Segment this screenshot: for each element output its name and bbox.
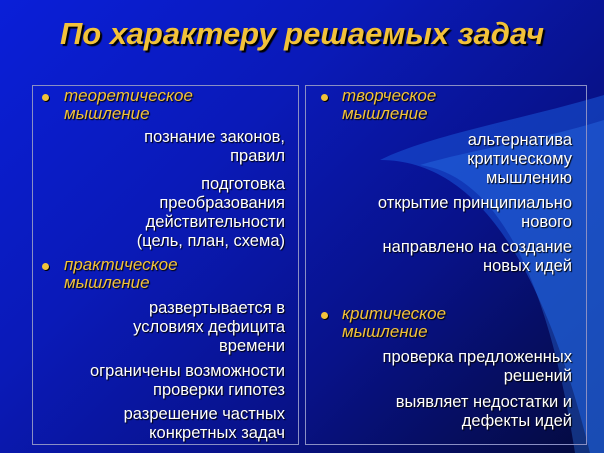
list-item: ограничены возможности проверки гипотез: [89, 362, 285, 399]
list-item: подготовка преобразования действительности (цель, план, схема): [136, 175, 285, 250]
bullet-icon: [42, 94, 49, 101]
list-item: альтернатива критическому мышлению: [467, 131, 572, 187]
list-item: открытие принципиально нового: [377, 194, 572, 231]
section-heading-critical: критическое мышление: [342, 304, 447, 341]
section-heading-theoretical: теоретическое мышление: [64, 86, 193, 123]
list-item: развертывается в условиях дефицита времени: [133, 299, 285, 355]
list-item: выявляет недостатки и дефекты идей: [395, 393, 572, 430]
section-heading-practical: практическое мышление: [64, 255, 178, 292]
list-item: разрешение частных конкретных задач: [123, 405, 285, 442]
bullet-icon: [321, 94, 328, 101]
slide-title: По характеру решаемых задач: [59, 16, 545, 51]
bullet-icon: [42, 263, 49, 270]
bullet-icon: [321, 312, 328, 319]
list-item: познание законов, правил: [144, 128, 285, 165]
list-item: проверка предложенных решений: [382, 348, 572, 385]
section-heading-creative: творческое мышление: [342, 86, 437, 123]
list-item: направлено на создание новых идей: [382, 238, 572, 275]
